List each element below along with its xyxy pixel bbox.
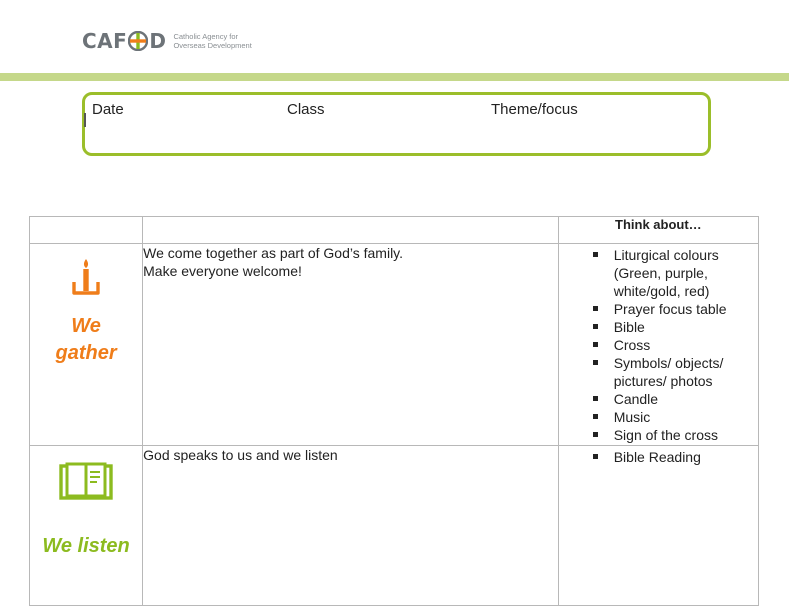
description-cell-we-gather	[143, 244, 559, 446]
text-cursor-mark	[84, 113, 86, 127]
table-row-we-listen	[30, 446, 759, 606]
logo-tagline	[173, 32, 251, 50]
cafod-logo	[82, 28, 252, 54]
list-item: Candle	[614, 390, 758, 408]
stage-cell-we-listen	[30, 446, 143, 606]
header-cell-empty-2	[143, 217, 559, 244]
list-item: Sign of the cross	[614, 426, 758, 444]
description-cell-we-listen	[143, 446, 559, 606]
theme-focus-label: Theme/focus	[491, 101, 578, 118]
stage-title-line2: gather	[55, 342, 117, 364]
header-cell-empty-1	[30, 217, 143, 244]
notes-cell-we-listen	[558, 446, 758, 606]
description-line1: God speaks to us and we listen	[143, 447, 338, 463]
list-item: Music	[614, 408, 758, 426]
logo-word-left: CAF	[82, 29, 128, 53]
green-divider	[0, 73, 789, 81]
stage-title-line1: We	[71, 315, 101, 337]
open-book-icon	[30, 446, 142, 507]
think-about-list	[559, 246, 758, 444]
table-header-row	[30, 217, 759, 244]
date-label: Date	[92, 101, 124, 118]
candle-icon	[30, 244, 142, 303]
logo-tagline-line1: Catholic Agency for	[173, 32, 239, 41]
logo-word-right: D	[149, 29, 167, 53]
think-about-list	[559, 448, 758, 466]
list-item: Bible	[614, 318, 758, 336]
list-item: Cross	[614, 336, 758, 354]
list-item: Prayer focus table	[614, 300, 758, 318]
description-line2: Make everyone welcome!	[143, 263, 302, 279]
notes-cell-we-gather	[558, 244, 758, 446]
lesson-details-box	[82, 92, 711, 156]
stage-title-we-gather	[30, 313, 142, 367]
stage-title-we-listen: We listen	[42, 535, 130, 557]
liturgy-plan-table	[29, 216, 759, 606]
stage-cell-we-gather	[30, 244, 143, 446]
think-about-header: Think about…	[558, 217, 758, 244]
table-row-we-gather	[30, 244, 759, 446]
cafod-cross-icon	[128, 31, 148, 51]
list-item: Liturgical colours (Green, purple, white/gold, red)	[614, 246, 758, 300]
list-item: Symbols/ objects/ pictures/ photos	[614, 354, 758, 390]
list-item: Bible Reading	[614, 448, 758, 466]
class-label: Class	[287, 101, 325, 118]
description-line1: We come together as part of God’s family.	[143, 245, 404, 261]
logo-tagline-line2: Overseas Development	[173, 41, 252, 50]
